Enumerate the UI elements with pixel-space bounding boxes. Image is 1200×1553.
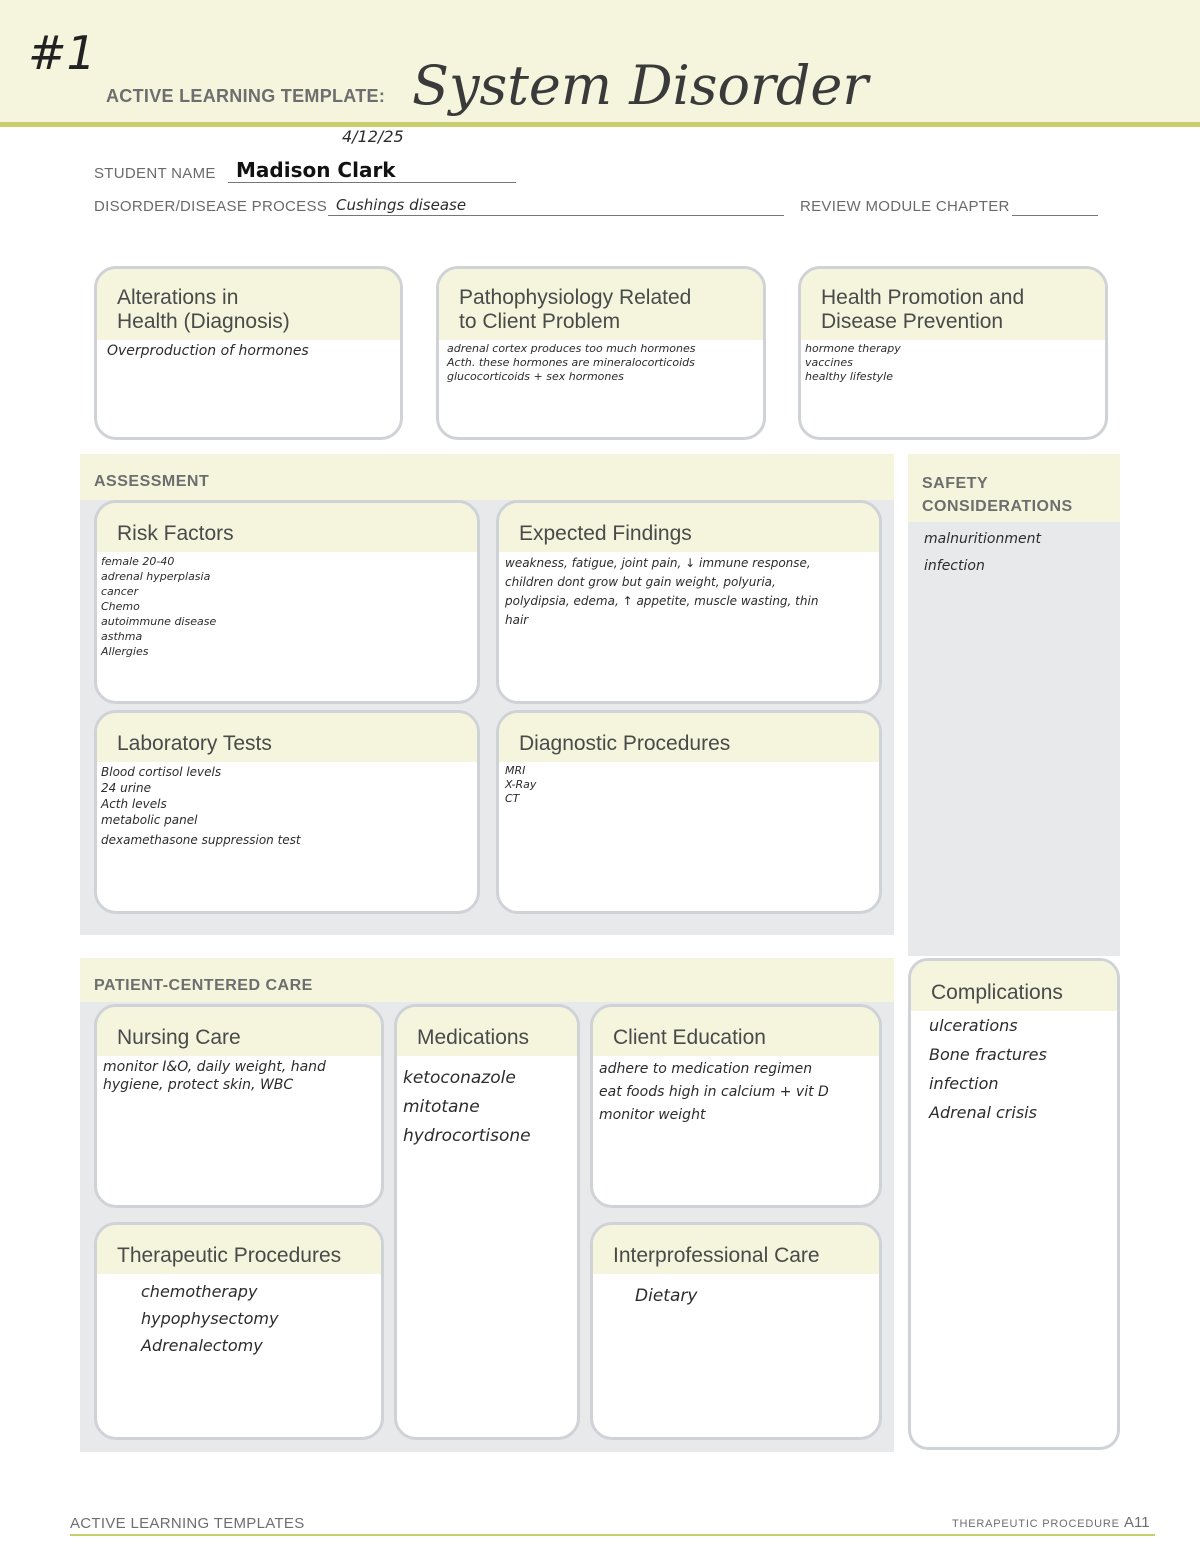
risk-factors-box[interactable]	[94, 500, 480, 704]
note-line: Allergies	[101, 645, 149, 658]
page-number: A11	[1124, 1514, 1150, 1531]
note-line: Adrenal crisis	[929, 1103, 1037, 1122]
risk-factors-notes	[97, 552, 477, 661]
alterations-title: Alterations in Health (Diagnosis)	[97, 269, 400, 340]
laboratory-tests-box[interactable]	[94, 710, 480, 914]
note-line: cancer	[101, 585, 139, 598]
complications-notes	[911, 1011, 1117, 1129]
note-line: dexamethasone suppression test	[101, 833, 301, 847]
health-promotion-box[interactable]	[798, 266, 1108, 440]
disorder-label: DISORDER/DISEASE PROCESS	[94, 198, 328, 215]
date-value: 4/12/25	[342, 127, 404, 146]
note-line: hair	[505, 613, 529, 627]
note-line: female 20-40	[101, 555, 175, 568]
note-line: Bone fractures	[929, 1045, 1047, 1064]
note-line: X-Ray	[505, 778, 537, 791]
client-education-box[interactable]	[590, 1004, 882, 1208]
laboratory-tests-title: Laboratory Tests	[97, 713, 477, 762]
interprofessional-care-notes	[593, 1274, 879, 1310]
template-label: ACTIVE LEARNING TEMPLATE:	[106, 86, 386, 106]
note-line: Acth levels	[101, 797, 167, 811]
note-line: monitor I&O, daily weight, hand	[103, 1059, 326, 1075]
note-line: adrenal hyperplasia	[101, 570, 211, 583]
health-promotion-title: Health Promotion and Disease Prevention	[801, 269, 1105, 340]
expected-findings-notes	[499, 552, 879, 632]
note-line: hygiene, protect skin, WBC	[103, 1077, 294, 1093]
note-line: Chemo	[101, 600, 140, 613]
note-line: CT	[505, 792, 520, 805]
header-rule	[0, 122, 1200, 127]
note-line: eat foods high in calcium + vit D	[599, 1084, 829, 1100]
note-line: autoimmune disease	[101, 615, 217, 628]
safety-notes	[924, 526, 1041, 580]
safety-title: SAFETY CONSIDERATIONS	[922, 475, 1073, 515]
client-education-title: Client Education	[593, 1007, 879, 1056]
diagnostic-procedures-notes	[499, 762, 879, 808]
diagnostic-procedures-title: Diagnostic Procedures	[499, 713, 879, 762]
expected-findings-box[interactable]	[496, 500, 882, 704]
medications-notes	[397, 1056, 577, 1153]
safety-panel[interactable]	[908, 454, 1120, 956]
complications-box[interactable]	[908, 958, 1120, 1450]
note-line: healthy lifestyle	[805, 370, 893, 383]
pathophysiology-notes	[439, 340, 763, 386]
note-line: vaccines	[805, 356, 853, 369]
interprofessional-care-box[interactable]	[590, 1222, 882, 1440]
footer-left: ACTIVE LEARNING TEMPLATES	[70, 1515, 305, 1532]
note-line: hydrocortisone	[403, 1126, 531, 1146]
footer-right: THERAPEUTIC PROCEDURE	[952, 1518, 1120, 1530]
note-line: monitor weight	[599, 1107, 706, 1123]
handwritten-mark: #1	[28, 26, 96, 80]
note-line: ulcerations	[929, 1016, 1018, 1035]
note-line: children dont grow but gain weight, polyuria,	[505, 575, 776, 589]
note-line: Blood cortisol levels	[101, 765, 222, 779]
complications-title: Complications	[911, 961, 1117, 1011]
template-title: System Disorder	[412, 54, 869, 117]
note-line: chemotherapy	[141, 1282, 258, 1301]
pathophysiology-title: Pathophysiology Related to Client Problem	[439, 269, 763, 340]
note-line: ketoconazole	[403, 1068, 516, 1088]
note-line: adrenal cortex produces too much hormones	[447, 342, 696, 355]
risk-factors-title: Risk Factors	[97, 503, 477, 552]
note-line: Overproduction of hormones	[107, 343, 309, 359]
medications-title: Medications	[397, 1007, 577, 1056]
patient-care-title: PATIENT-CENTERED CARE	[94, 977, 313, 994]
note-line: hypophysectomy	[141, 1309, 279, 1328]
note-line: metabolic panel	[101, 813, 198, 827]
note-line: malnuritionment	[924, 531, 1041, 547]
diagnostic-procedures-box[interactable]	[496, 710, 882, 914]
nursing-care-box[interactable]	[94, 1004, 384, 1208]
note-line: 24 urine	[101, 781, 151, 795]
footer-rule	[70, 1534, 1155, 1536]
nursing-care-title: Nursing Care	[97, 1007, 381, 1056]
note-line: glucocorticoids + sex hormones	[447, 370, 624, 383]
note-line: infection	[924, 558, 985, 574]
laboratory-tests-notes	[97, 762, 477, 850]
note-line: weakness, fatigue, joint pain, ↓ immune response,	[505, 556, 811, 570]
alterations-notes	[97, 340, 400, 363]
note-line: Acth. these hormones are mineralocorticoids	[447, 356, 695, 369]
nursing-care-notes	[97, 1056, 381, 1096]
student-name-value: Madison Clark	[236, 158, 396, 182]
note-line: Dietary	[635, 1286, 698, 1306]
review-chapter-field[interactable]	[1012, 199, 1098, 216]
note-line: Adrenalectomy	[141, 1336, 263, 1355]
therapeutic-procedures-title: Therapeutic Procedures	[97, 1225, 381, 1274]
therapeutic-procedures-box[interactable]	[94, 1222, 384, 1440]
disorder-value: Cushings disease	[336, 196, 467, 214]
note-line: infection	[929, 1074, 999, 1093]
note-line: asthma	[101, 630, 143, 643]
interprofessional-care-title: Interprofessional Care	[593, 1225, 879, 1274]
alterations-box[interactable]	[94, 266, 403, 440]
assessment-title: ASSESSMENT	[94, 473, 210, 490]
note-line: adhere to medication regimen	[599, 1061, 813, 1077]
note-line: polydipsia, edema, ↑ appetite, muscle wasting, thin	[505, 594, 819, 608]
expected-findings-title: Expected Findings	[499, 503, 879, 552]
note-line: mitotane	[403, 1097, 480, 1117]
student-name-label: STUDENT NAME	[94, 165, 216, 182]
health-promotion-notes	[801, 340, 1105, 386]
review-chapter-label: REVIEW MODULE CHAPTER	[800, 198, 1010, 215]
therapeutic-procedures-notes	[97, 1274, 381, 1361]
medications-box[interactable]	[394, 1004, 580, 1440]
note-line: hormone therapy	[805, 342, 901, 355]
note-line: MRI	[505, 764, 526, 777]
pathophysiology-box[interactable]	[436, 266, 766, 440]
client-education-notes	[593, 1056, 879, 1129]
